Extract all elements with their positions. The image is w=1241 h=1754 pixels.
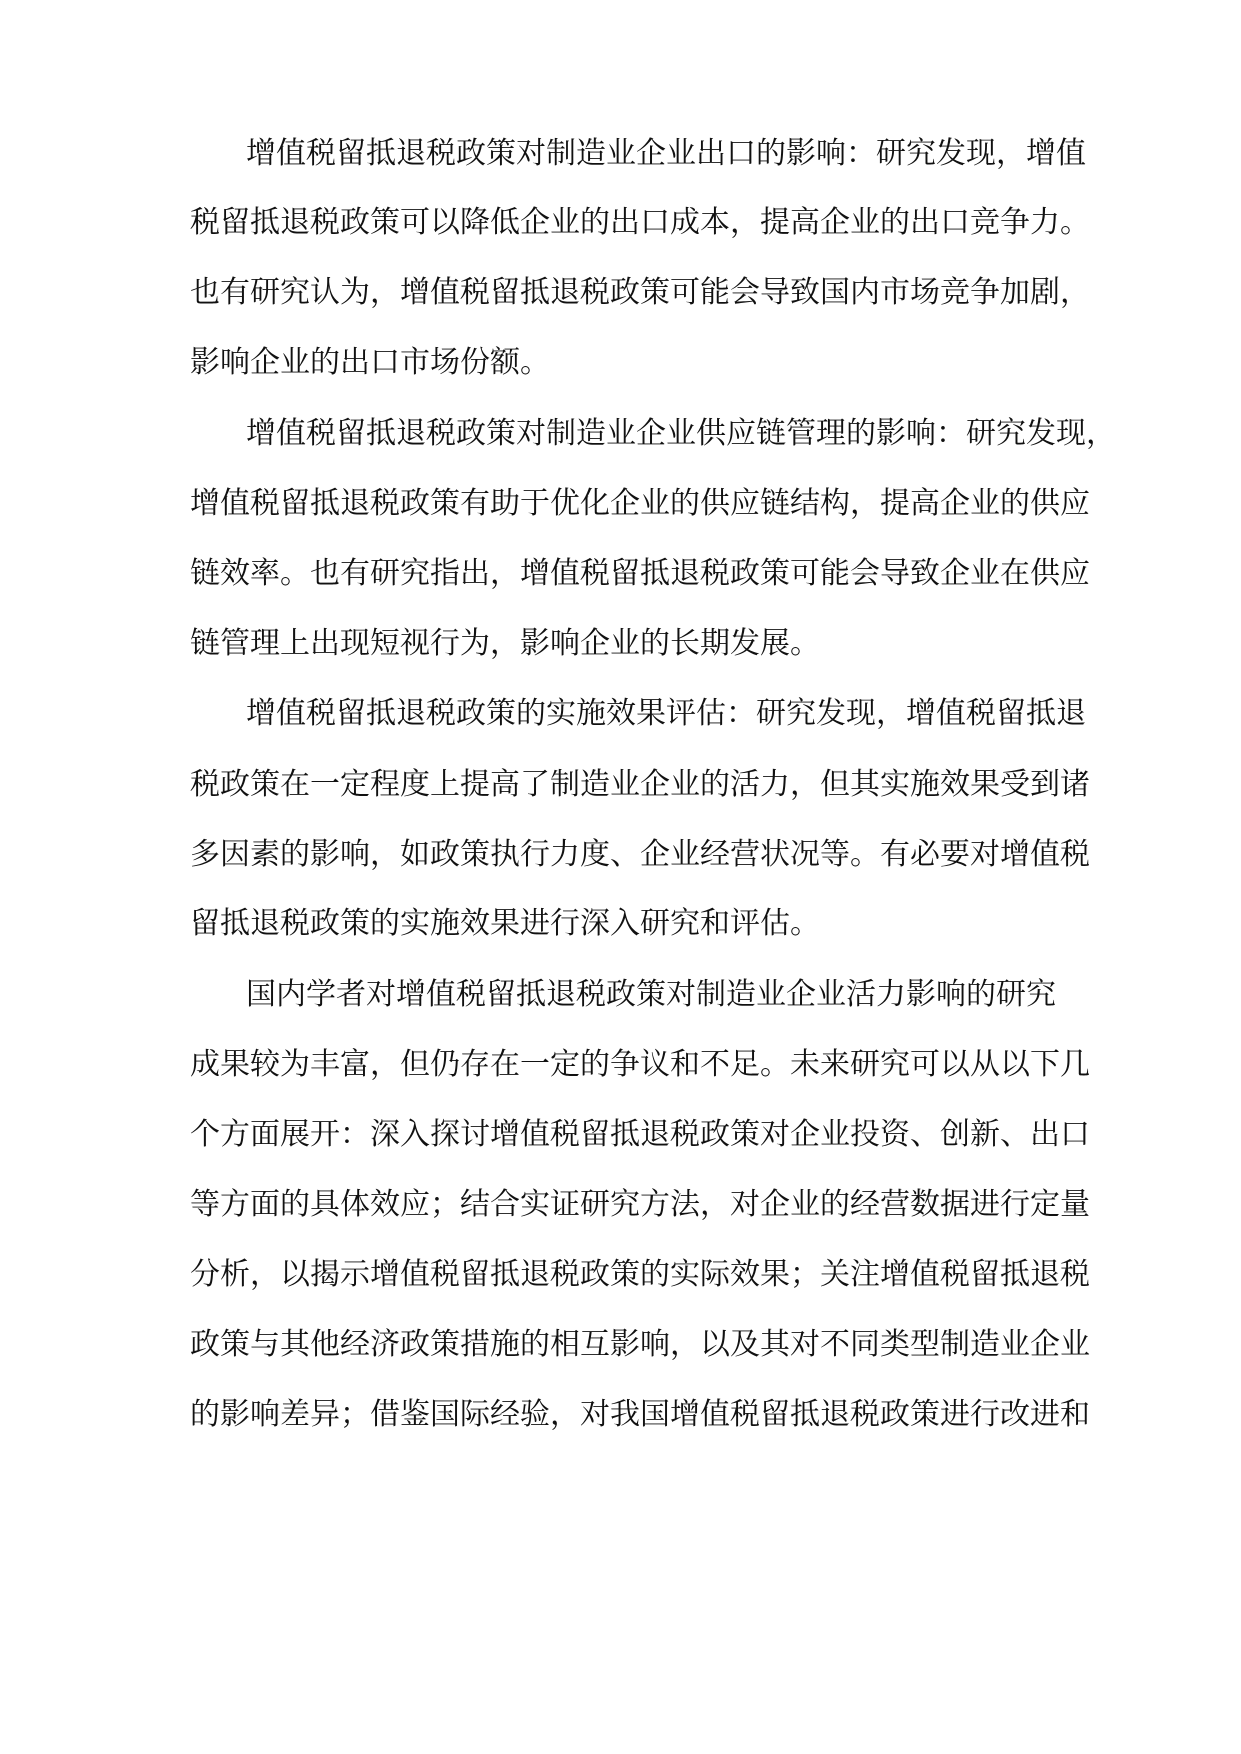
paragraph-3-line-2: 税政策在一定程度上提高了制造业企业的活力，但其实施效果受到诸 — [190, 767, 1090, 802]
paragraph-4-line-1: 国内学者对增值税留抵退税政策对制造业企业活力影响的研究 — [246, 977, 1056, 1012]
paragraph-1-line-4: 影响企业的出口市场份额。 — [190, 345, 550, 380]
paragraph-4-line-4: 等方面的具体效应；结合实证研究方法，对企业的经营数据进行定量 — [190, 1187, 1090, 1222]
paragraph-4-line-7: 的影响差异；借鉴国际经验，对我国增值税留抵退税政策进行改进和 — [190, 1397, 1090, 1432]
paragraph-4-line-5: 分析，以揭示增值税留抵退税政策的实际效果；关注增值税留抵退税 — [190, 1257, 1090, 1292]
paragraph-1-line-1: 增值税留抵退税政策对制造业企业出口的影响：研究发现，增值 — [246, 136, 1086, 171]
paragraph-4-line-2: 成果较为丰富，但仍存在一定的争议和不足。未来研究可以从以下几 — [190, 1047, 1090, 1082]
paragraph-2-line-4: 链管理上出现短视行为，影响企业的长期发展。 — [190, 626, 820, 661]
paragraph-2-line-3: 链效率。也有研究指出，增值税留抵退税政策可能会导致企业在供应 — [190, 556, 1090, 591]
paragraph-2-line-2: 增值税留抵退税政策有助于优化企业的供应链结构，提高企业的供应 — [190, 486, 1090, 521]
paragraph-3-line-3: 多因素的影响，如政策执行力度、企业经营状况等。有必要对增值税 — [190, 837, 1090, 872]
paragraph-1-line-3: 也有研究认为，增值税留抵退税政策可能会导致国内市场竞争加剧， — [190, 275, 1090, 310]
paragraph-4-line-6: 政策与其他经济政策措施的相互影响，以及其对不同类型制造业企业 — [190, 1327, 1090, 1362]
paragraph-4-line-3: 个方面展开：深入探讨增值税留抵退税政策对企业投资、创新、出口 — [190, 1117, 1090, 1152]
paragraph-3-line-1: 增值税留抵退税政策的实施效果评估：研究发现，增值税留抵退 — [246, 696, 1086, 731]
paragraph-3-line-4: 留抵退税政策的实施效果进行深入研究和评估。 — [190, 906, 820, 941]
paragraph-1-line-2: 税留抵退税政策可以降低企业的出口成本，提高企业的出口竞争力。 — [190, 205, 1090, 240]
paragraph-2-line-1: 增值税留抵退税政策对制造业企业供应链管理的影响：研究发现， — [246, 416, 1116, 451]
